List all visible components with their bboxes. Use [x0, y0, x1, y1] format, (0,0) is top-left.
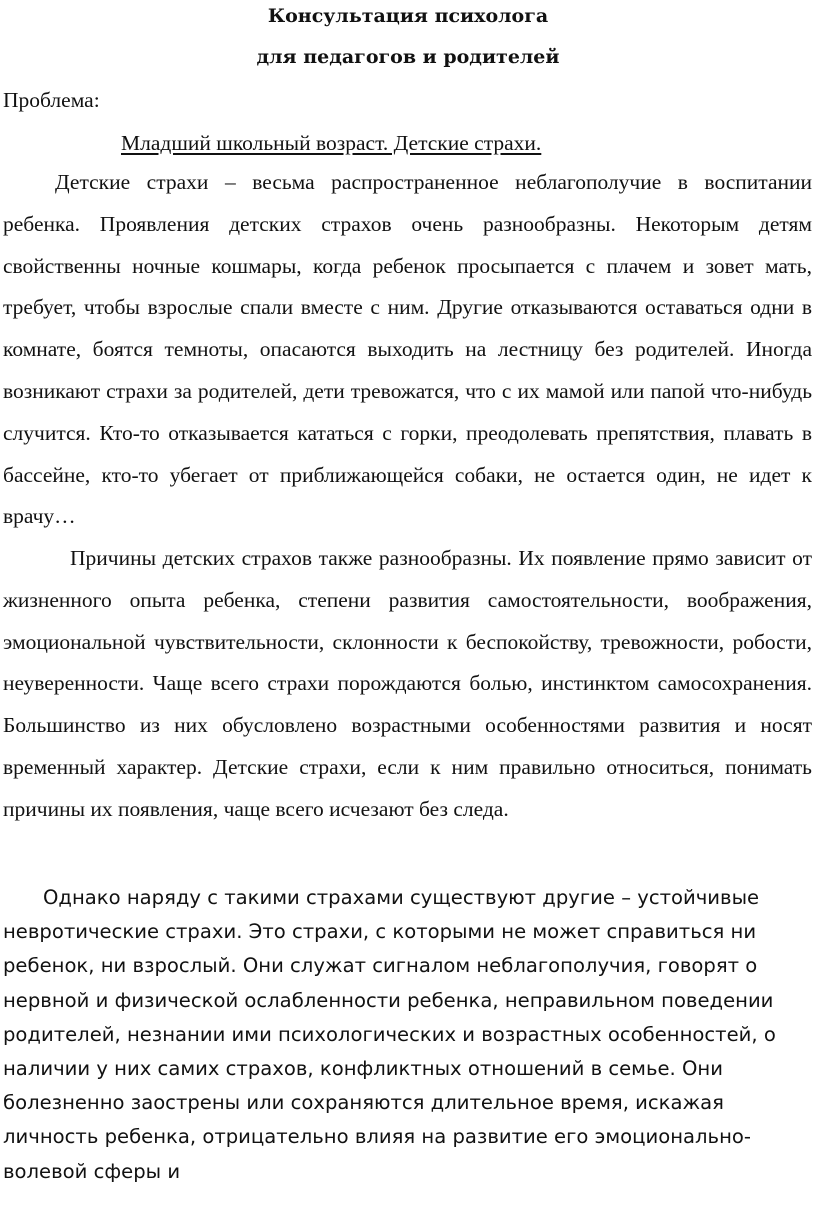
paragraph-3: Однако наряду с такими страхами существуют другие – устойчивые невротические страхи. Это страхи, с которыми не может справиться ни ребенок, ни взрослый. Они служат сигналом неблагополучия, говорят о нервной и физической ослабленности ребенка, неправильном поведении родителей, незнании ими психологических и возрастных особенностей, о наличии у них самих страхов, конфликтных отношений в семье. Они болезненно заострены или сохраняются длительное время, искажая личность ребенка, отрицательно влияя на развитие его эмоционально-волевой сферы и	[3, 886, 776, 1183]
problem-label: Проблема:	[3, 88, 100, 112]
document-title-line-2: для педагогов и родителей	[256, 46, 560, 68]
document-title-line-1: Консультация психолога	[267, 5, 549, 27]
paragraph-1: Детские страхи – весьма распространенное неблагополучие в воспитании ребенка. Проявления детских страхов очень разнообразны. Некоторым детям свойственны ночные кошмары, когда ребенок просыпается с плачем и зовет мать, требует, чтобы взрослые спали вместе с ним. Другие отказываются оставаться одни в комнате, боятся темноты, опасаются выходить на лестницу без родителей. Иногда возникают страхи за родителей, дети тревожатся, что с их мамой или папой что-нибудь случится. Кто-то отказывается кататься с горки, преодолевать препятствия, плавать в бассейне, кто-то убегает от приближающейся собаки, не остается один, не идет к врачу…	[3, 170, 812, 529]
paragraph-2: Причины детских страхов также разнообразны. Их появление прямо зависит от жизненного опыта ребенка, степени развития самостоятельности, воображения, эмоциональной чувствительности, склонности к беспокойству, тревожности, робости, неуверенности. Чаще всего страхи порождаются болью, инстинктом самосохранения. Большинство из них обусловлено возрастными особенностями развития и носят временный характер. Детские страхи, если к ним правильно относиться, понимать причины их появления, чаще всего исчезают без следа.	[3, 546, 812, 821]
problem-subtitle: Младший школьный возраст. Детские страхи.	[121, 131, 542, 155]
